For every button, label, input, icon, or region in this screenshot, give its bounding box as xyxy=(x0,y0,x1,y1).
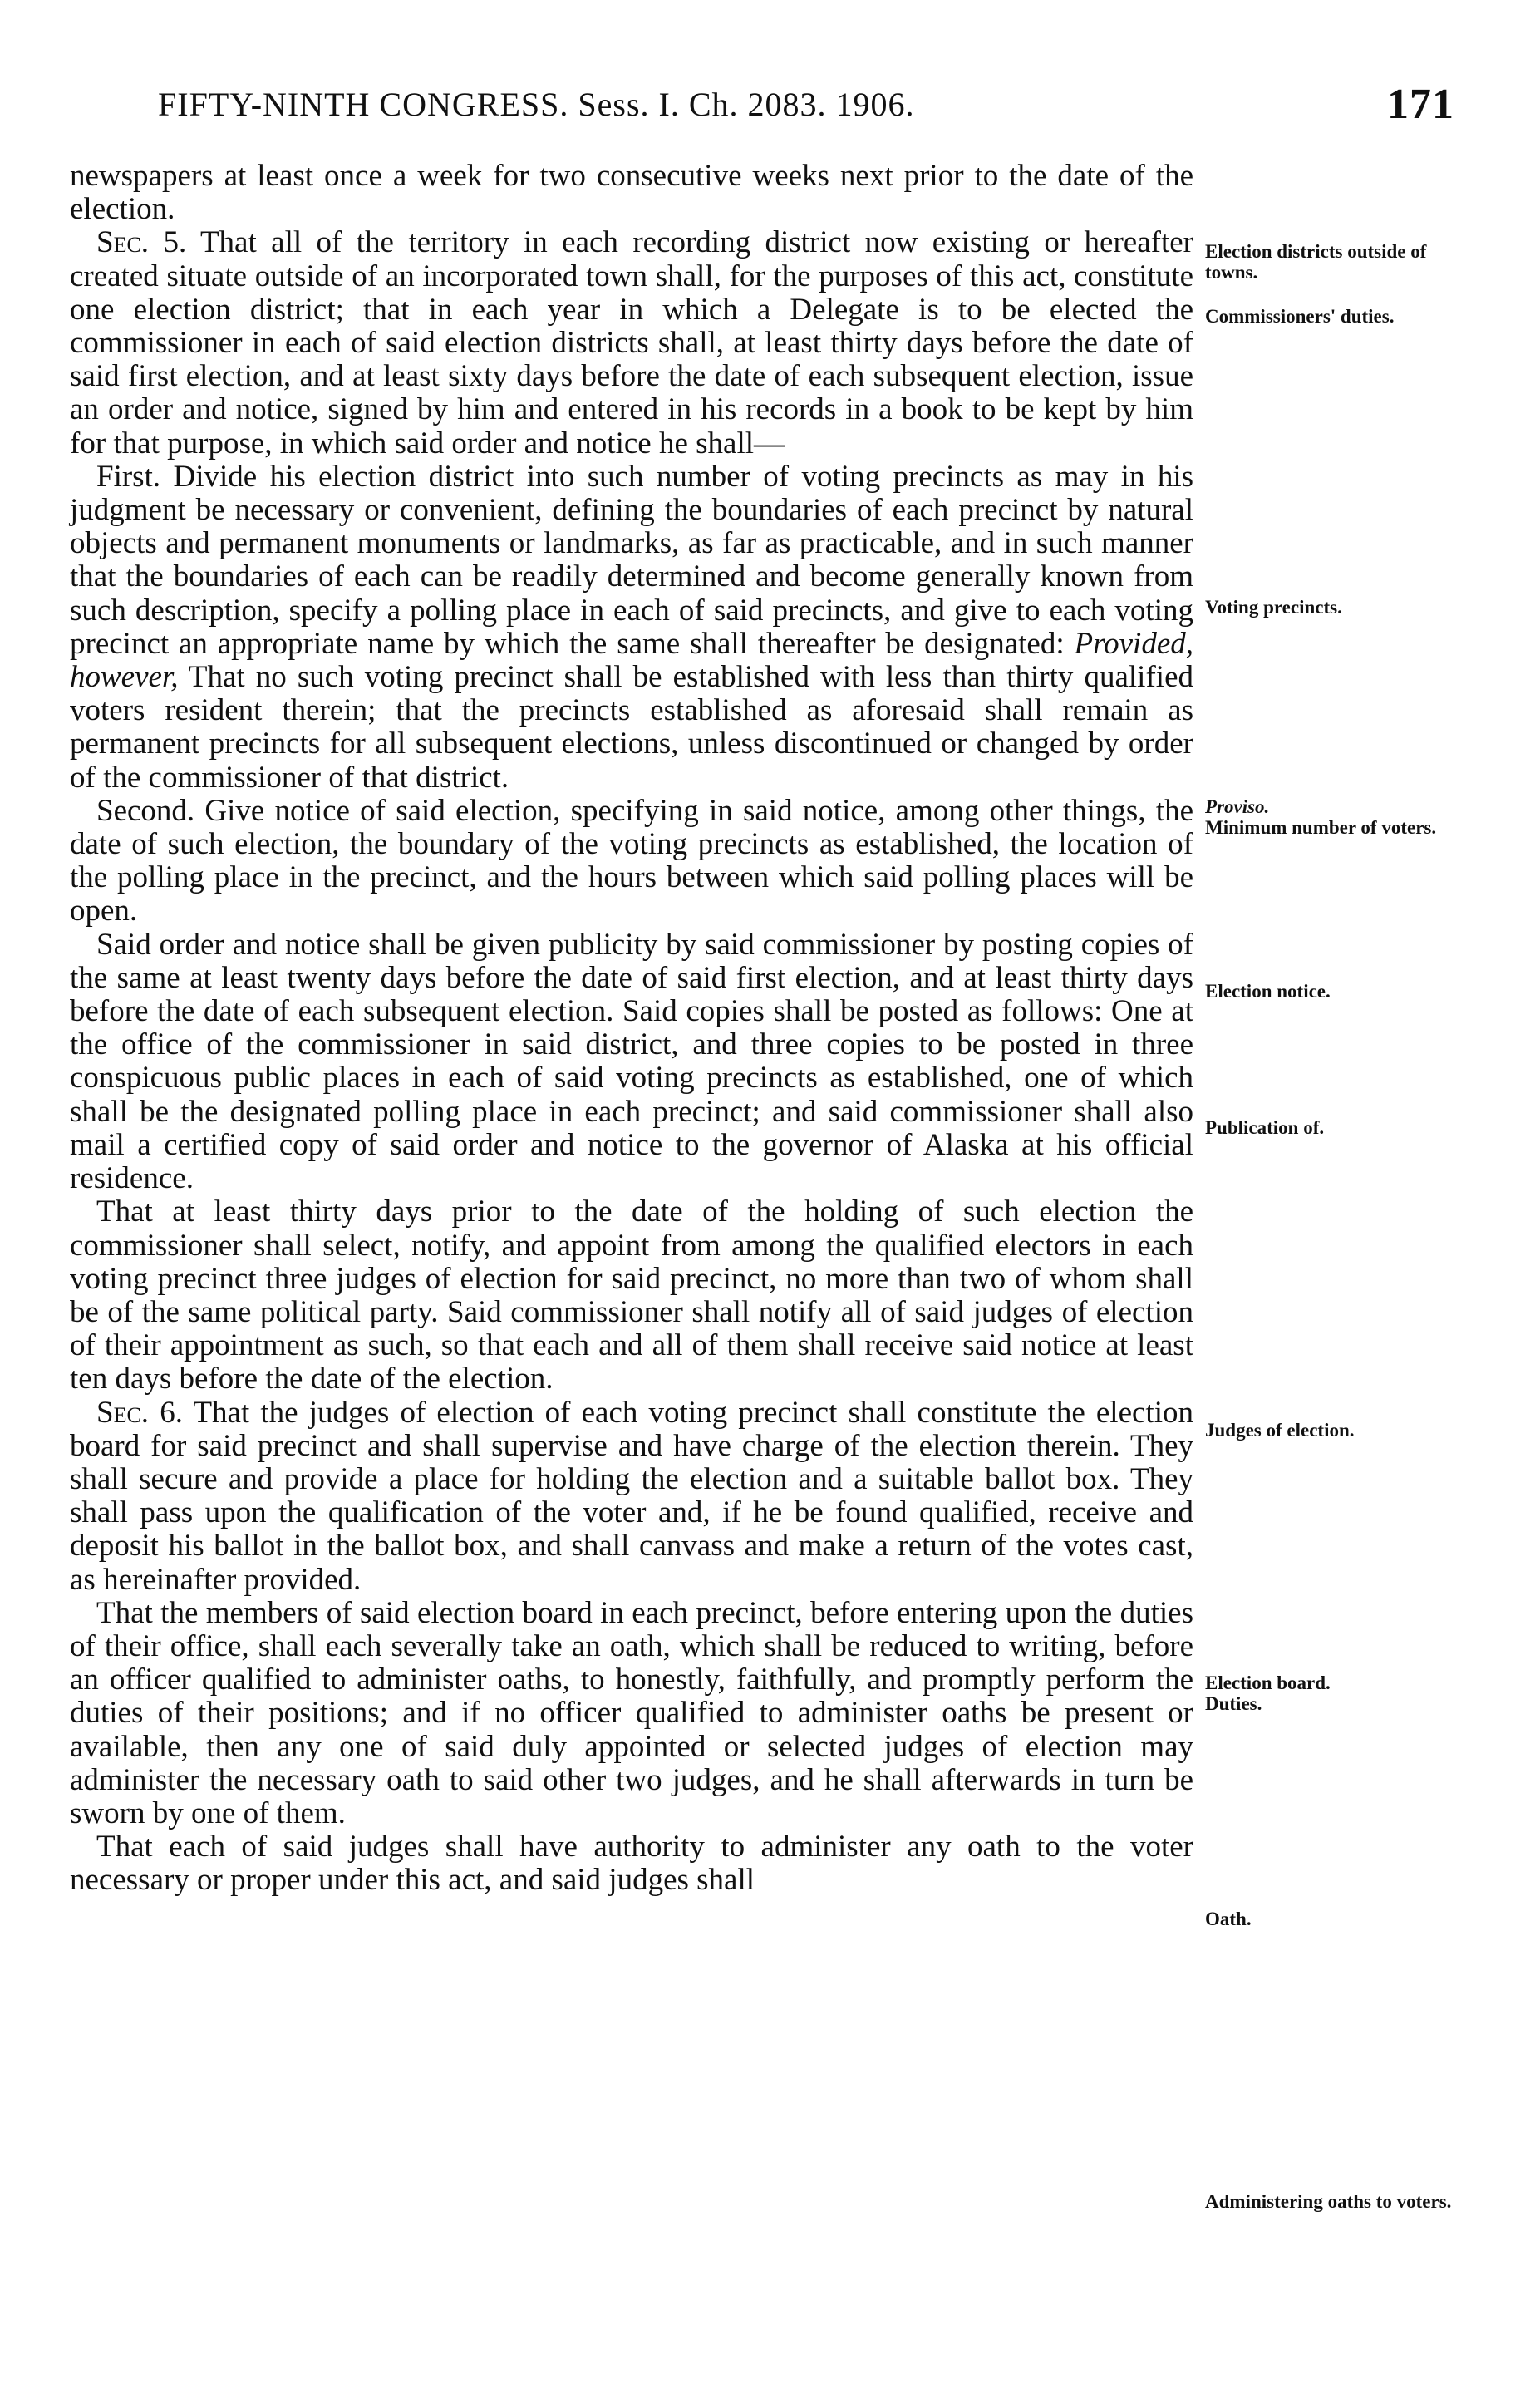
margin-note-proviso-block xyxy=(1205,796,1454,838)
margin-note-judges-of-election: Judges of election. xyxy=(1205,1420,1355,1441)
margin-note-administering-oaths: Administering oaths to voters. xyxy=(1205,2191,1452,2212)
margin-note-oath: Oath. xyxy=(1205,1909,1252,1929)
margin-note-voting-precincts: Voting precincts. xyxy=(1205,597,1342,618)
margin-note-duties: Duties. xyxy=(1205,1693,1262,1714)
running-head xyxy=(158,80,1454,138)
paragraph-section-6 xyxy=(70,1396,1193,1597)
paragraph-publicity: Said order and notice shall be given publicity by said commissioner by posting copies of the same at least twenty days before the date of said first election, and at least thirty days before the date of each subsequent election. Said copies shall be posted as follows: One at the office of the commissioner in said district, and three copies to be posted in three conspicuous public places in each of said voting precincts as established, one of which shall be the designated polling place in each precinct; and said commissioner shall also mail a certified copy of said order and notice to the governor of Alaska at his official residence. xyxy=(70,927,1193,1196)
section-6-label: Sec. 6. xyxy=(96,1395,183,1430)
paragraph-oath: That the members of said election board in each precinct, before entering upon the duties of their office, shall each severally take an oath, which shall be reduced to writing, before an officer qualified to administer oaths, to honestly, faithfully, and promptly perform the duties of their positions; and if no officer qualified to administer oaths be present or available, then any one of said duly appointed or selected judges of election may administer the necessary oath to said other two judges, and he shall afterwards in turn be sworn by one of them. xyxy=(70,1595,1193,1830)
paragraph-administering: That each of said judges shall have authority to administer any oath to the voter necessary or proper under this act, and said judges shall xyxy=(70,1830,1193,1898)
proviso-text: That no such voting precinct shall be established with less than thirty qualified voters resident therein; that the precincts established as aforesaid shall remain as permanent precincts for all subsequent elections, unless discontinued or changed by order of the commissioner of that district. xyxy=(70,660,1193,795)
section-5-label: Sec. 5. xyxy=(96,225,187,260)
margin-note-election-notice: Election notice. xyxy=(1205,981,1331,1002)
page-number: 171 xyxy=(1387,81,1454,128)
paragraph-section-5 xyxy=(70,226,1193,460)
paragraph-first xyxy=(70,461,1193,795)
margin-note-proviso: Proviso. xyxy=(1205,796,1270,817)
body-text xyxy=(70,160,1193,1898)
margin-note-commissioners-duties: Commissioners' duties. xyxy=(1205,306,1395,327)
running-title: FIFTY-NINTH CONGRESS. Sess. I. Ch. 2083. 1906. xyxy=(158,86,915,123)
margin-note-publication-of: Publication of. xyxy=(1205,1117,1325,1138)
margin-note-election-board: Election board. xyxy=(1205,1672,1331,1693)
margin-note-minimum-number: Minimum number of voters. xyxy=(1205,817,1437,838)
paragraph-continuation: newspapers at least once a week for two consecutive weeks next prior to the date of the election. xyxy=(70,159,1193,227)
margin-note-election-board-block xyxy=(1205,1672,1454,1714)
proviso-phrase: Provided, however, xyxy=(70,626,1194,695)
section-5-text: That all of the territory in each recording district now existing or hereafter created situate outside of an incorporated town shall, for the purposes of this act, constitute one election district; that in each year in which a Delegate is to be elected the commissioner in each of said election districts shall, at least thirty days before the date of said first election, and at least sixty days before the date of each subsequent election, issue an order and notice, signed by him and entered in his records in a book to be kept by him for that purpose, in which said order and notice he shall— xyxy=(70,225,1193,461)
section-6-text: That the judges of election of each voting precinct shall constitute the election board for said precinct and shall supervise and have charge of the election therein. They shall secure and provide a place for holding the election and a suitable ballot box. They shall pass upon the qualification of the voter and, if he be found qualified, receive and deposit his ballot in the ballot box, and shall canvass and make a return of the votes cast, as hereinafter provided. xyxy=(70,1395,1193,1597)
first-text: First. Divide his election district into such number of voting precincts as may in his judgment be necessary or convenient, defining the boundaries of each precinct by natural objects and permanent monuments or landmarks, as far as practicable, and in such manner that the boundaries of each can be readily determined and become generally known from such description, specify a polling place in each of said precincts, and give to each voting precinct an appropriate name by which the same shall thereafter be designated: xyxy=(70,459,1193,661)
paragraph-judges: That at least thirty days prior to the date of the holding of such election the commissioner shall select, notify, and appoint from among the qualified electors in each voting precinct three judges of election for said precinct, no more than two of whom shall be of the same political party. Said commissioner shall notify all of said judges of election of their appointment as such, so that each and all of them shall receive said notice at least ten days before the date of the election. xyxy=(70,1195,1193,1396)
margin-note-election-districts: Election districts outside of towns. xyxy=(1205,241,1427,283)
paragraph-second: Second. Give notice of said election, specifying in said notice, among other things, the date of such election, the boundary of the voting precincts as established, the location of the polling place in the precinct, and the hours between which said polling places will be open. xyxy=(70,793,1193,929)
